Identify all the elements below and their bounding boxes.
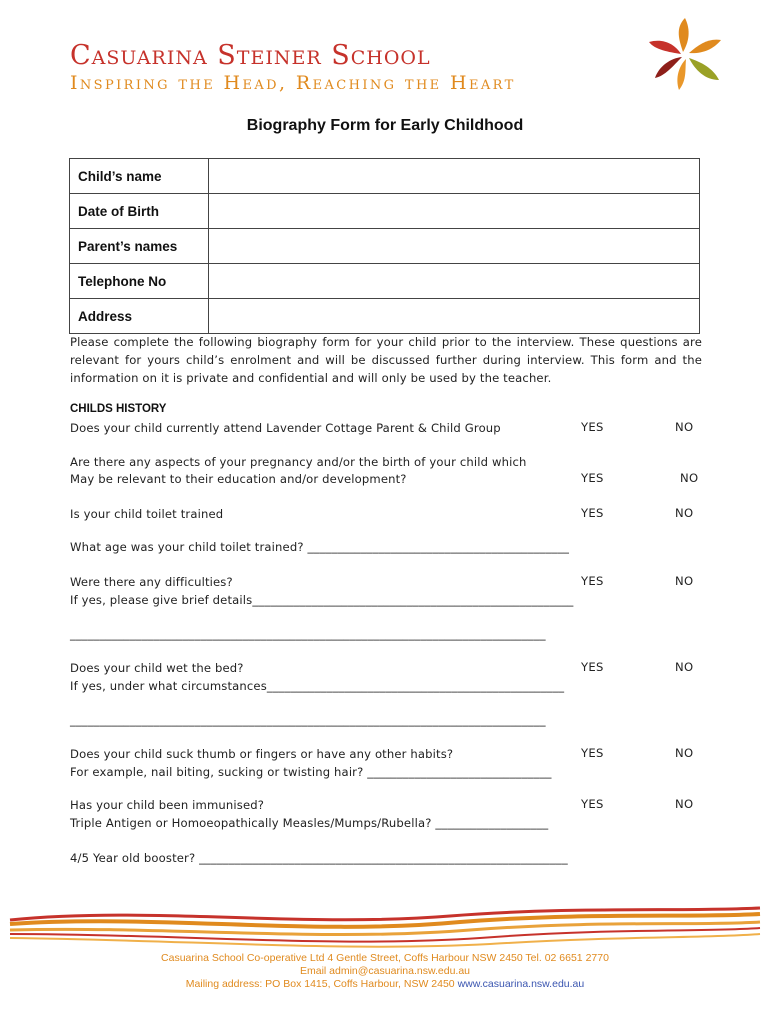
question-pregnancy-line1: Are there any aspects of your pregnancy and/or the birth of your child which [70,455,527,469]
date-of-birth-label: Date of Birth [70,194,209,229]
yes-option[interactable]: YES [581,797,604,811]
detail-row-child-name [70,159,700,194]
school-name: Casuarina Steiner School [70,40,431,71]
detail-row-address [70,299,700,334]
no-option[interactable]: NO [675,660,694,674]
booster-line[interactable]: 4/5 Year old booster? ______________________________________________________________ [70,851,568,865]
question-difficulties: Were there any difficulties? [70,575,233,589]
question-wet-bed: Does your child wet the bed? [70,661,244,675]
yes-option[interactable]: YES [581,471,604,485]
footer-mailing-address: Mailing address: PO Box 1415, Coffs Harbour, NSW 2450 [185,978,455,990]
yes-option[interactable]: YES [581,506,604,520]
address-label: Address [70,299,209,334]
date-of-birth-field[interactable] [209,194,700,229]
yes-option[interactable]: YES [581,660,604,674]
parents-names-label: Parent’s names [70,229,209,264]
website-link[interactable]: www.casuarina.nsw.edu.au [457,978,585,990]
footer-mailing [0,978,770,990]
detail-row-date-of-birth [70,194,700,229]
question-toilet-trained: Is your child toilet trained [70,507,224,521]
habits-example-line[interactable]: For example, nail biting, sucking or twisting hair? _______________________________ [70,765,552,779]
detail-row-parents-names [70,229,700,264]
question-lavender-cottage: Does your child currently attend Lavender Cottage Parent & Child Group [70,421,501,435]
wet-bed-circumstances-line[interactable]: If yes, under what circumstances__________________________________________________ [70,679,565,693]
details-table [69,158,700,334]
no-option[interactable]: NO [675,746,694,760]
child-name-label: Child’s name [70,159,209,194]
parents-names-field[interactable] [209,229,700,264]
difficulties-blank-line[interactable]: ________________________________________________________________________________ [70,627,546,641]
question-habits: Does your child suck thumb or fingers or have any other habits? [70,747,454,761]
yes-option[interactable]: YES [581,574,604,588]
child-name-field[interactable] [209,159,700,194]
yes-option[interactable]: YES [581,746,604,760]
difficulties-details-line[interactable]: If yes, please give brief details______________________________________________________ [70,593,574,607]
decorative-ribbon [0,898,770,958]
no-option[interactable]: NO [675,797,694,811]
question-immunised: Has your child been immunised? [70,798,265,812]
address-field[interactable] [209,299,700,334]
school-tagline: Inspiring the Head, Reaching the Heart [70,72,516,94]
yes-option[interactable]: YES [581,420,604,434]
footer-address: Casuarina School Co-operative Ltd 4 Gentle Street, Coffs Harbour NSW 2450 Tel. 02 6651 2770 [161,952,609,964]
telephone-label: Telephone No [70,264,209,299]
telephone-field[interactable] [209,264,700,299]
form-title: Biography Form for Early Childhood [246,117,524,134]
no-option[interactable]: NO [675,574,694,588]
intro-paragraph: Please complete the following biography form for your child prior to the interview. These questions are relevant for yours child’s enrolment and will be discussed further during interview. This form and the information on it is private and confidential and will only be used by the teacher. [70,335,702,385]
no-option[interactable]: NO [680,471,699,485]
question-toilet-age[interactable]: What age was your child toilet trained? ____________________________________________ [70,540,570,554]
leaf-flower-logo-icon [645,14,725,94]
childs-history-heading: CHILDS HISTORY [70,403,167,415]
question-pregnancy-line2: May be relevant to their education and/or development? [70,472,407,486]
no-option[interactable]: NO [675,506,694,520]
footer-email: Email admin@casuarina.nsw.edu.au [300,965,470,977]
immunisation-type-line[interactable]: Triple Antigen or Homoeopathically Measles/Mumps/Rubella? ___________________ [70,816,549,830]
no-option[interactable]: NO [675,420,694,434]
detail-row-telephone [70,264,700,299]
wet-bed-blank-line[interactable]: ________________________________________________________________________________ [70,713,546,727]
